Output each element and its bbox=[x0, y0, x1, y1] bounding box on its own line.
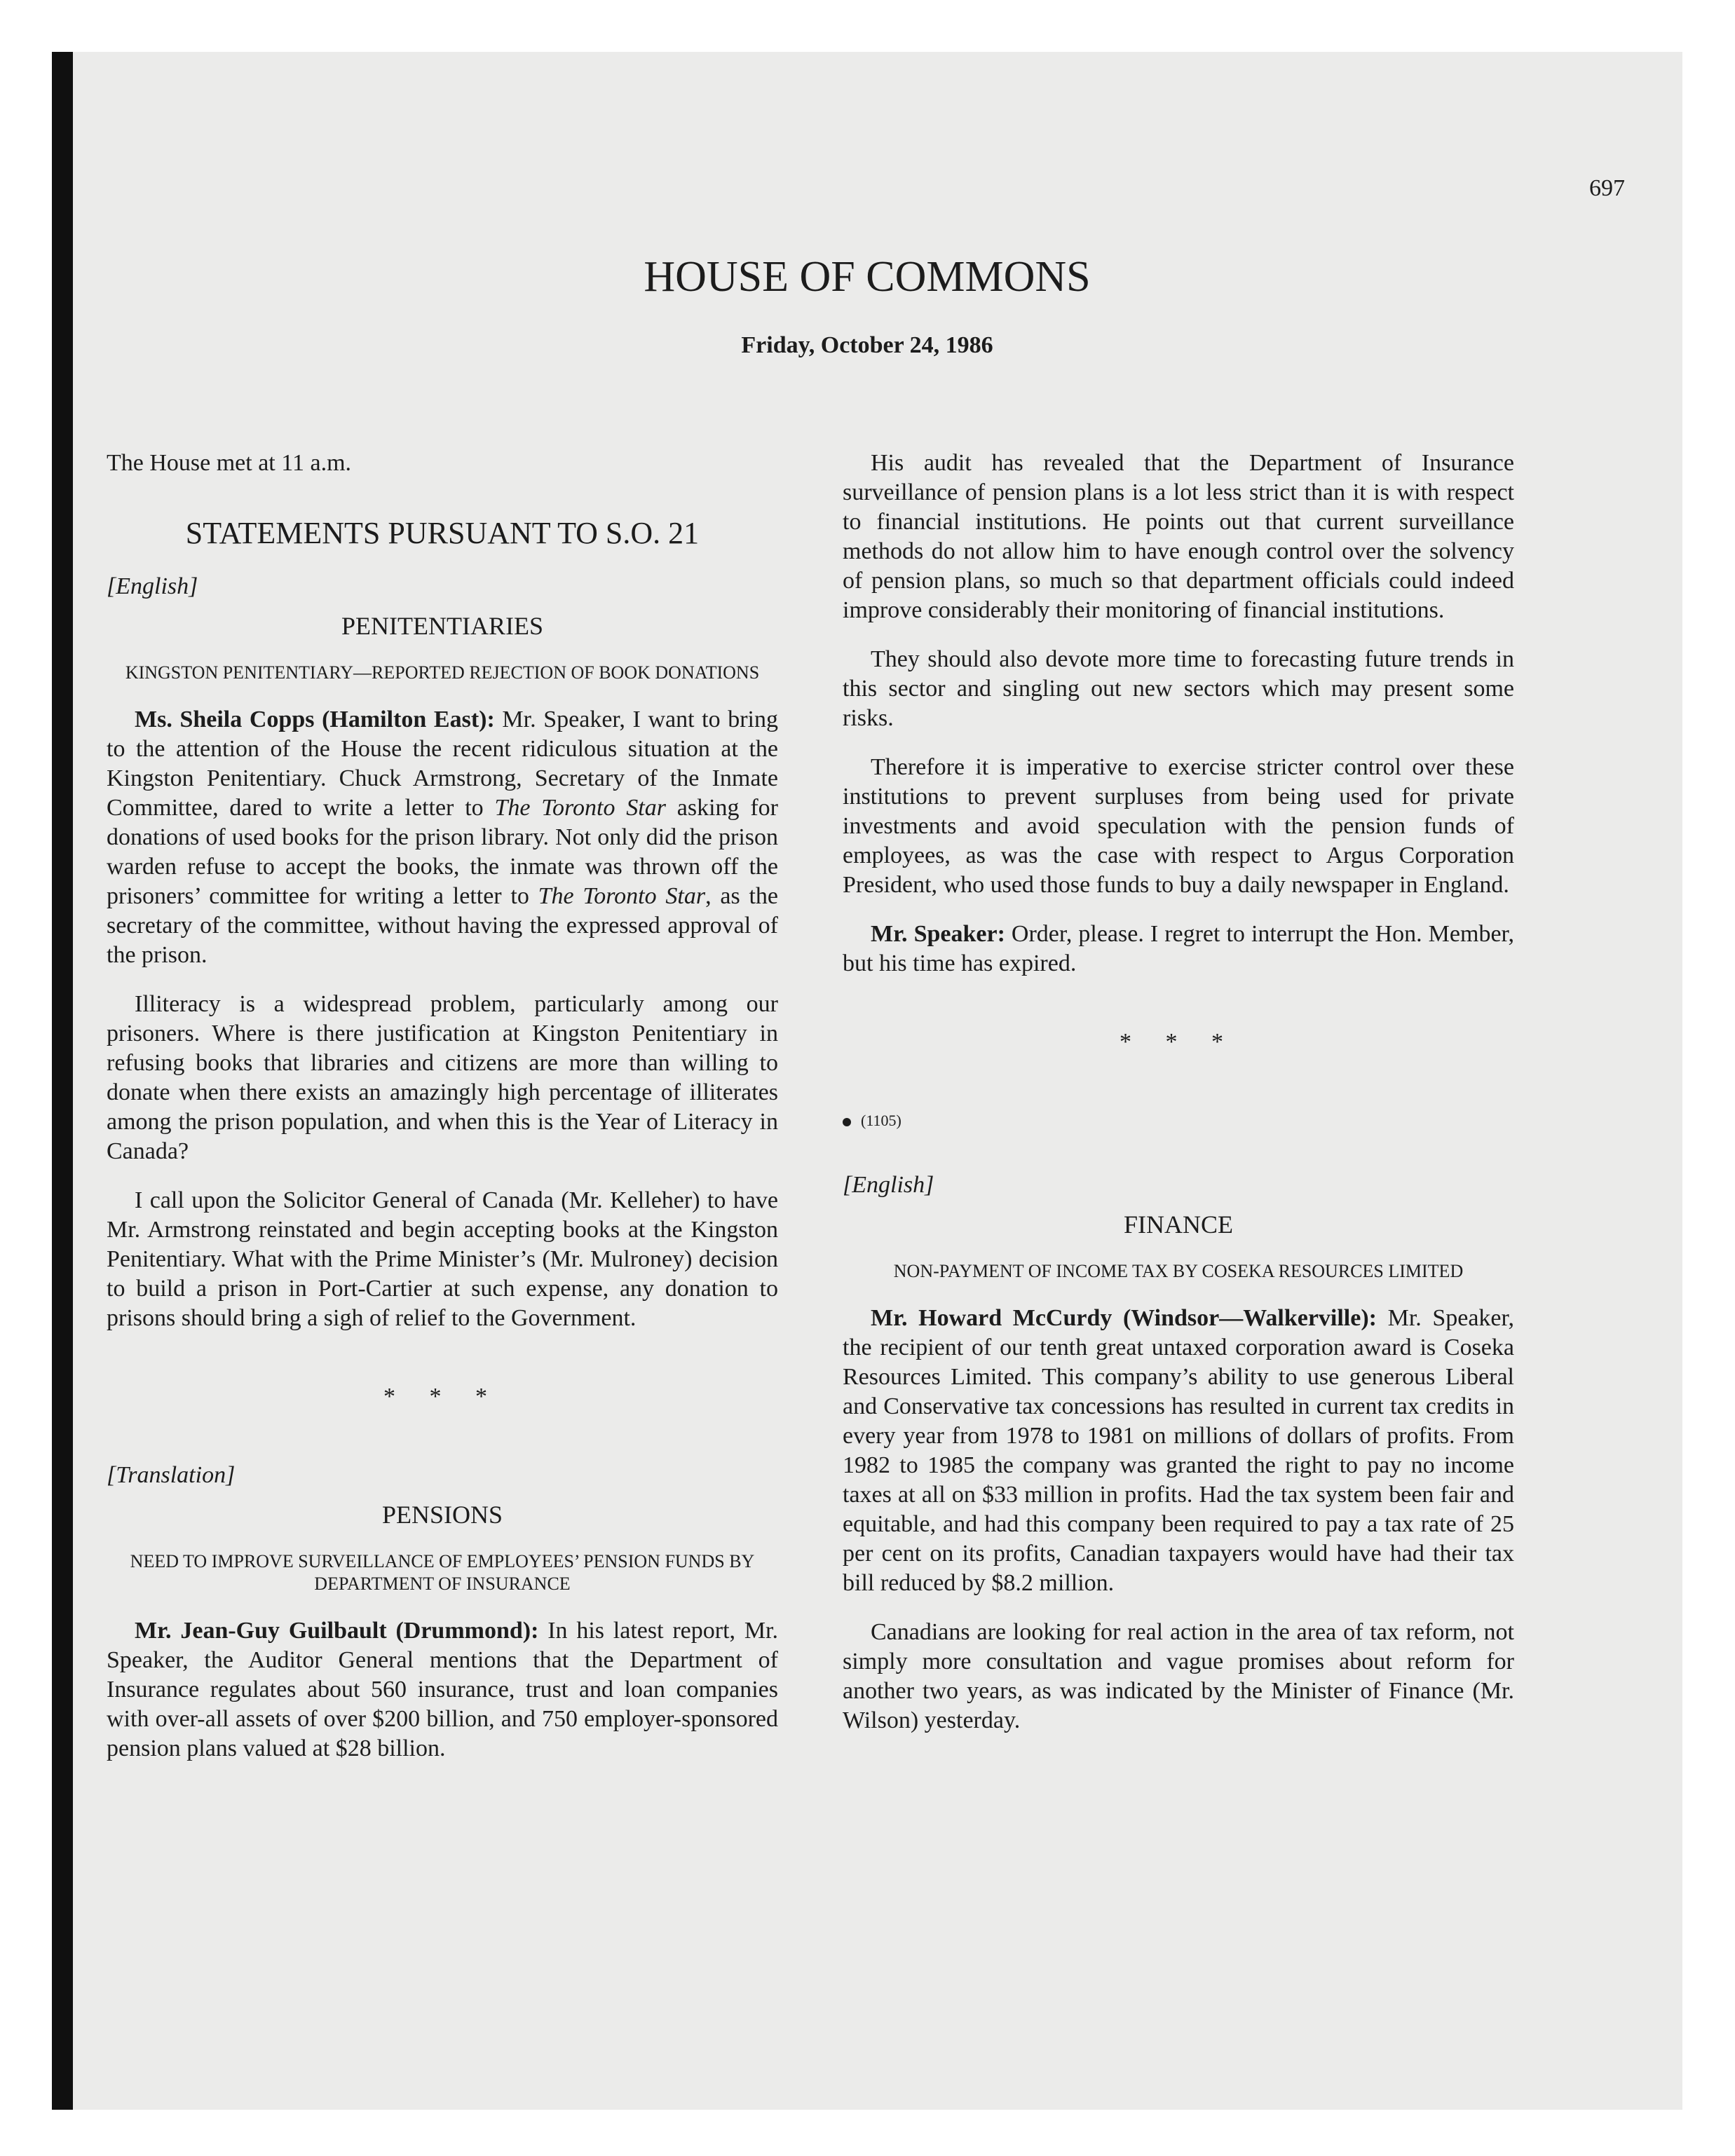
speaker-name: Mr. Speaker: bbox=[871, 921, 1005, 947]
language-note: [English] bbox=[107, 573, 198, 599]
statement-paragraph: Illiteracy is a widespread problem, particularly among our prisoners. Where is there justification at Kingston Penitentiary in refusing books that libraries and citizens are more than willing to donate when there exists an amazingly high percentage of illiterates among the prison population, and when this is the Year of Literacy in Canada? bbox=[107, 991, 778, 1164]
page-number: 697 bbox=[1589, 175, 1625, 201]
sitting-date: Friday, October 24, 1986 bbox=[741, 332, 993, 358]
topic-heading-finance: FINANCE bbox=[1123, 1210, 1233, 1239]
subtopic-heading: NEED TO IMPROVE SURVEILLANCE OF EMPLOYEES’ PENSION FUNDS BY DEPARTMENT OF INSURANCE bbox=[130, 1551, 755, 1594]
language-note: [Translation] bbox=[107, 1462, 236, 1488]
subtopic-heading: NON-PAYMENT OF INCOME TAX BY COSEKA RESOURCES LIMITED bbox=[893, 1261, 1464, 1281]
speaker-name: Ms. Sheila Copps (Hamilton East): bbox=[135, 707, 495, 732]
bullet-icon bbox=[843, 1118, 851, 1126]
statement-paragraph: They should also devote more time to forecasting future trends in this sector and singling out new sectors which may present some risks. bbox=[843, 646, 1514, 731]
speaker-name: Mr. Jean-Guy Guilbault (Drummond): bbox=[135, 1618, 539, 1644]
statement-paragraph: Canadians are looking for real action in the area of tax reform, not simply more consultation and vague promises about reform for another two years, as was indicated by the Minister of Finance (Mr. Wilson) yesterday. bbox=[843, 1619, 1514, 1733]
subtopic-heading: KINGSTON PENITENTIARY—REPORTED REJECTION OF BOOK DONATIONS bbox=[125, 662, 760, 683]
left-column bbox=[107, 449, 778, 1783]
statement-paragraph: His audit has revealed that the Department of Insurance surveillance of pension plans is a lot less strict than it is with respect to financial institutions. He points out that current surveillance methods do not allow him to have enough control over the solvency of pension plans, so much so that department officials could indeed improve considerably their monitoring of financial institutions. bbox=[843, 450, 1514, 623]
topic-heading-penitentiaries: PENITENTIARIES bbox=[341, 612, 543, 640]
statement-paragraph: Ms. Sheila Copps (Hamilton East): Mr. Speaker, I want to bring to the attention of the House the recent ridiculous situation at the Kingston Penitentiary. Chuck Armstrong, Secretary of the Inmate Committee, dared to write a letter to The Toronto Star asking for donations of used books for the prison library. Not only did the prison warden refuse to accept the books, the inmate was thrown off the prisoners’ committee for writing a letter to The Toronto Star, as the secretary of the committee, without having the expressed approval of the prison. bbox=[107, 707, 779, 968]
opening-line: The House met at 11 a.m. bbox=[107, 450, 352, 476]
section-heading: STATEMENTS PURSUANT TO S.O. 21 bbox=[185, 516, 700, 550]
statement-paragraph: I call upon the Solicitor General of Canada (Mr. Kelleher) to have Mr. Armstrong reinstated and begin accepting books at the Kingston Penitentiary. What with the Prime Minister’s (Mr. Mulroney) decision to build a prison in Port-Cartier at such expense, any donation to prisons should bring a sigh of relief to the Government. bbox=[107, 1187, 778, 1331]
right-column bbox=[843, 449, 1514, 1755]
newspaper-title: The Toronto Star bbox=[494, 795, 666, 821]
time-marker: (1105) bbox=[843, 1106, 1514, 1135]
newspaper-title: The Toronto Star bbox=[538, 883, 706, 909]
section-separator: * * * bbox=[383, 1384, 501, 1410]
statement-paragraph: Mr. Howard McCurdy (Windsor—Walkerville): Mr. Speaker, the recipient of our tenth great untaxed corporation award is Coseka Resources Limited. This company’s ability to use generous Liberal and Conservative tax concessions has resulted in current tax credits in every year from 1978 to 1981 on millions of dollars of profits. From 1982 to 1985 the company was granted the right to pay no income taxes at all on $33 million in profits. Had the tax system been fair and equitable, and had this company been required to pay a tax rate of 25 per cent on its profits, Canadian taxpayers would have had their tax bill reduced by $8.2 million. bbox=[843, 1305, 1514, 1596]
statement-paragraph: Therefore it is imperative to exercise stricter control over these institutions to prevent surpluses from being used for private investments and avoid speculation with the pension funds of employees, as was the case with respect to Argus Corporation President, who used those funds to buy a daily newspaper in England. bbox=[843, 754, 1514, 898]
page-title: HOUSE OF COMMONS bbox=[644, 253, 1091, 301]
statement-paragraph: Mr. Jean-Guy Guilbault (Drummond): In his latest report, Mr. Speaker, the Auditor General mentions that the Department of Insurance regulates about 560 insurance, trust and loan companies with over-all assets of over $200 billion, and 750 employer-sponsored pension plans valued at $28 billion. bbox=[107, 1618, 778, 1761]
topic-heading-pensions: PENSIONS bbox=[381, 1501, 503, 1529]
speaker-name: Mr. Howard McCurdy (Windsor—Walkerville): bbox=[871, 1305, 1377, 1331]
binding-edge bbox=[52, 52, 73, 2110]
section-separator: * * * bbox=[1120, 1029, 1237, 1055]
language-note: [English] bbox=[843, 1172, 934, 1198]
statement-paragraph: Mr. Speaker: Order, please. I regret to interrupt the Hon. Member, but his time has expired. bbox=[843, 921, 1514, 976]
